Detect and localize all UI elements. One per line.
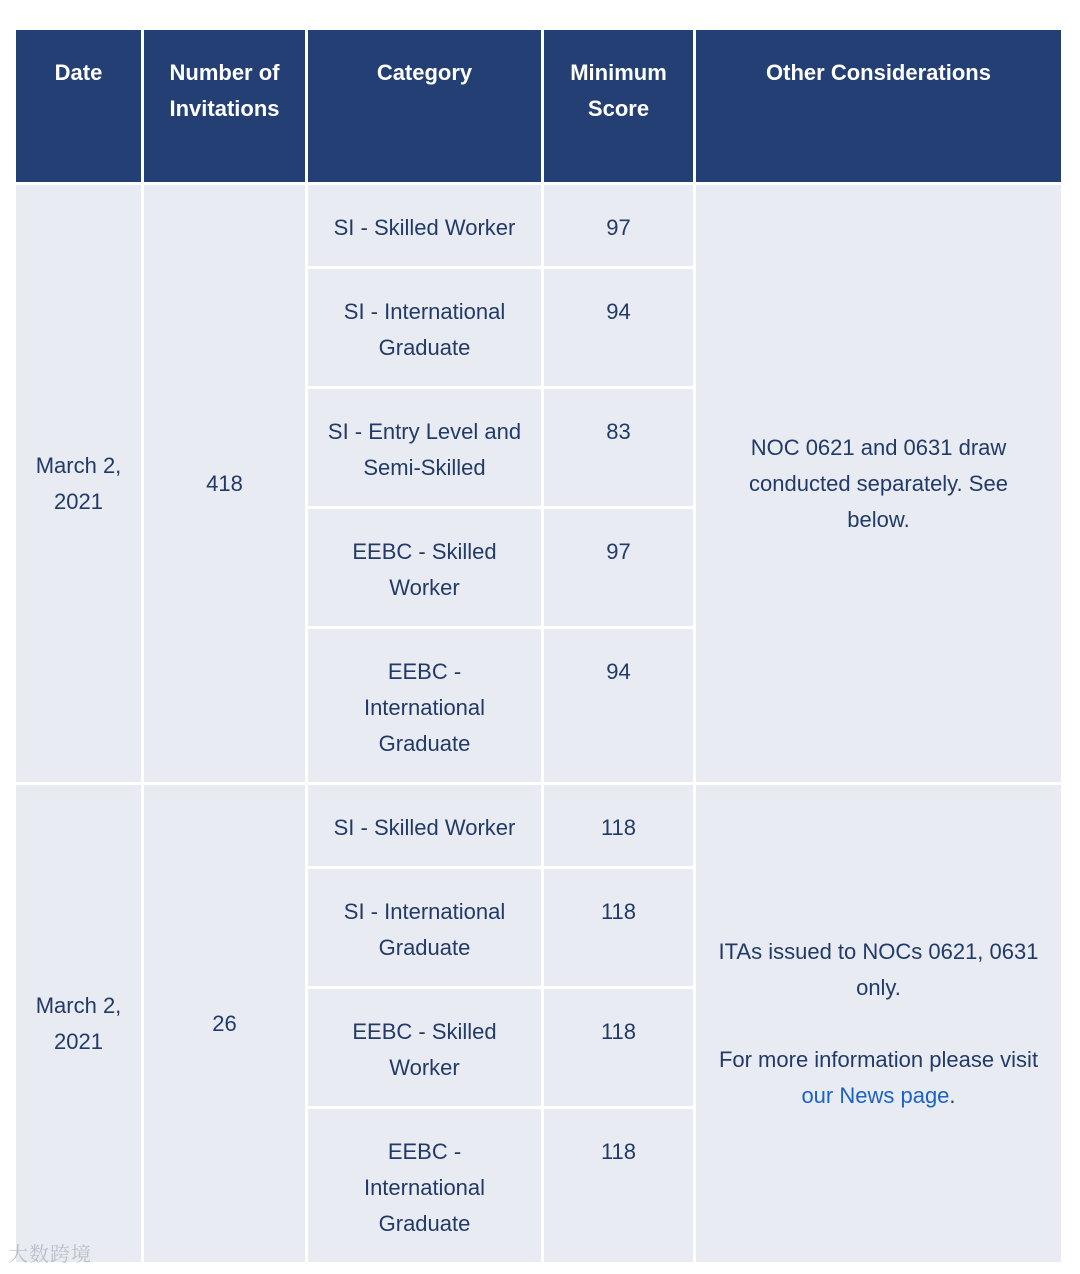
table-row — [16, 785, 1061, 866]
category-cell: SI - International Graduate — [308, 869, 541, 986]
other-line-itas: ITAs issued to NOCs 0621, 0631 only. — [718, 938, 1039, 1000]
score-cell: 94 — [544, 269, 693, 386]
watermark-logo — [8, 1238, 92, 1267]
score-cell: 118 — [544, 785, 693, 866]
header-minimum-score: Minimum Score — [544, 30, 693, 182]
score-cell: 94 — [544, 629, 693, 782]
score-cell: 83 — [544, 389, 693, 506]
watermark-text: 大数跨境 — [8, 1242, 92, 1266]
category-cell: SI - Entry Level and Semi-Skilled — [308, 389, 541, 506]
category-cell: EEBC - Skilled Worker — [308, 509, 541, 626]
score-cell: 97 — [544, 509, 693, 626]
score-cell: 118 — [544, 869, 693, 986]
score-cell: 118 — [544, 1109, 693, 1262]
header-date: Date — [16, 30, 141, 182]
other-considerations-cell — [696, 785, 1061, 1262]
category-cell: EEBC - International Graduate — [308, 1109, 541, 1262]
draw-results-table — [13, 27, 1064, 1265]
header-category: Category — [308, 30, 541, 182]
other-line-more-info: For more information please visit — [718, 1046, 1039, 1072]
category-cell: SI - Skilled Worker — [308, 785, 541, 866]
score-cell: 97 — [544, 185, 693, 266]
header-number-of-invitations: Number of Invitations — [144, 30, 305, 182]
category-cell: EEBC - International Graduate — [308, 629, 541, 782]
other-considerations-cell: NOC 0621 and 0631 draw conducted separately. See below. — [696, 185, 1061, 782]
news-page-link[interactable]: our News page — [801, 1082, 950, 1108]
category-cell: EEBC - Skilled Worker — [308, 989, 541, 1106]
score-cell: 118 — [544, 989, 693, 1106]
category-cell: SI - Skilled Worker — [308, 185, 541, 266]
draw-date: March 2, 2021 — [16, 185, 141, 782]
draw-invitations: 418 — [144, 185, 305, 782]
header-row — [16, 30, 1061, 182]
draw-date: March 2, 2021 — [16, 785, 141, 1262]
draw-invitations: 26 — [144, 785, 305, 1262]
category-cell: SI - International Graduate — [308, 269, 541, 386]
header-other-considerations: Other Considerations — [696, 30, 1061, 182]
other-line-period: . — [949, 1082, 956, 1108]
table-row — [16, 185, 1061, 266]
